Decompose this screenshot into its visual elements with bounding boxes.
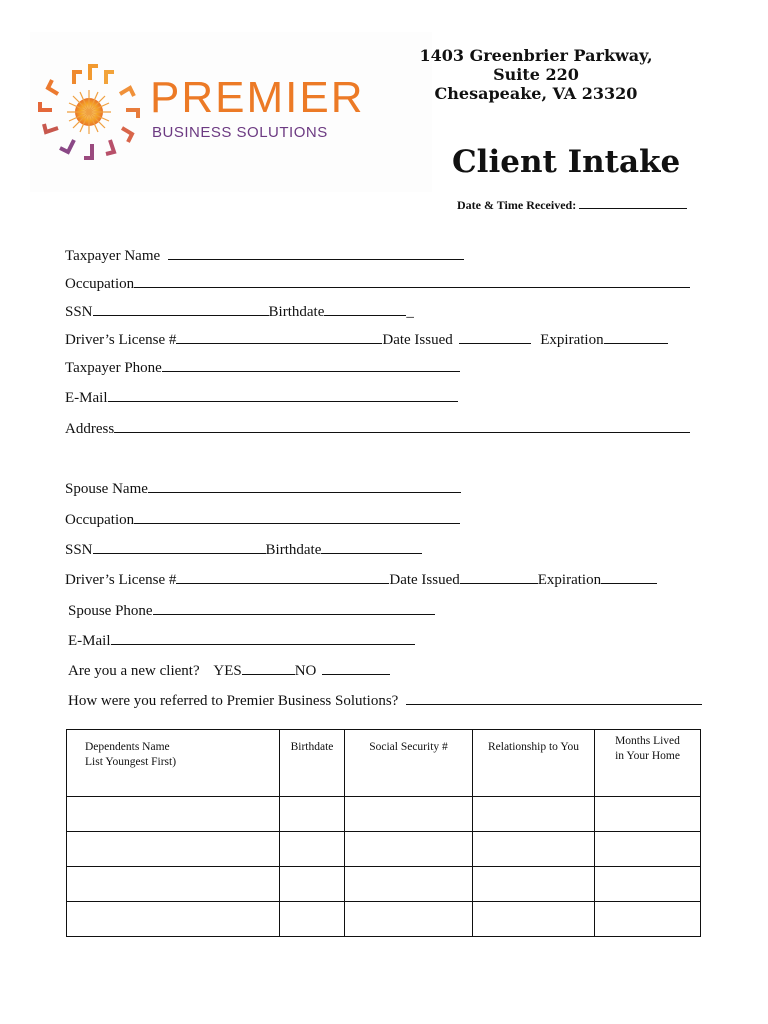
taxpayer-name-label: Taxpayer Name — [65, 248, 161, 264]
company-logo — [30, 32, 432, 192]
spouse-phone-field[interactable] — [153, 601, 435, 615]
taxpayer-phone-row — [65, 358, 460, 377]
dependents-name-header — [67, 730, 280, 797]
new-client-yes-field[interactable] — [242, 661, 295, 675]
dependent-relationship-cell[interactable] — [473, 832, 595, 867]
spouse-occupation-field[interactable] — [134, 510, 460, 524]
dependent-ssn-cell[interactable] — [345, 867, 473, 902]
dependents-months-header — [595, 730, 701, 797]
spouse-name-label: Spouse Name — [65, 481, 148, 497]
dependent-birthdate-cell[interactable] — [280, 797, 345, 832]
taxpayer-name-row — [65, 246, 464, 265]
dependents-name-header-line2: List Youngest First) — [85, 756, 177, 768]
dependent-name-cell[interactable] — [67, 867, 280, 902]
spouse-phone-label: Spouse Phone — [68, 603, 153, 619]
spouse-birthdate-label: Birthdate — [265, 542, 322, 558]
taxpayer-address-field[interactable] — [114, 419, 690, 433]
spouse-email-row — [68, 631, 415, 650]
spouse-birthdate-field[interactable] — [321, 540, 422, 554]
company-address — [406, 46, 666, 103]
table-row — [67, 867, 701, 902]
table-row — [67, 832, 701, 867]
spouse-name-row — [65, 479, 461, 498]
taxpayer-birthdate-field[interactable] — [324, 302, 406, 316]
dependent-relationship-cell[interactable] — [473, 797, 595, 832]
dependent-months-cell[interactable] — [595, 867, 701, 902]
taxpayer-ssn-row — [65, 302, 414, 321]
spouse-expiration-field[interactable] — [601, 570, 657, 584]
date-time-received-label: Date & Time Received: — [457, 198, 577, 212]
taxpayer-birthdate-label: Birthdate — [268, 304, 325, 320]
new-client-no-label: NO — [294, 663, 317, 679]
logo-wordmark: PREMIER — [150, 73, 365, 122]
spouse-date-issued-field[interactable] — [460, 570, 538, 584]
logo-tagline: BUSINESS SOLUTIONS — [152, 124, 328, 141]
taxpayer-name-field[interactable] — [168, 246, 464, 260]
spouse-date-issued-label: Date Issued — [389, 572, 460, 588]
spouse-ssn-label: SSN — [65, 542, 93, 558]
new-client-yes-label: YES — [213, 663, 242, 679]
dependent-birthdate-cell[interactable] — [280, 832, 345, 867]
dependent-name-cell[interactable] — [67, 832, 280, 867]
taxpayer-date-issued-field[interactable] — [459, 330, 531, 344]
dependents-months-header-line2: in Your Home — [615, 750, 680, 762]
taxpayer-occupation-field[interactable] — [134, 274, 690, 288]
dependents-relationship-header: Relationship to You — [473, 730, 595, 797]
taxpayer-email-label: E-Mail — [65, 390, 108, 406]
date-time-received — [457, 195, 687, 213]
taxpayer-email-row — [65, 388, 458, 407]
table-row — [67, 797, 701, 832]
dependents-birthdate-header: Birthdate — [280, 730, 345, 797]
spouse-email-label: E-Mail — [68, 633, 111, 649]
spouse-ssn-field[interactable] — [93, 540, 266, 554]
table-row — [67, 902, 701, 937]
spouse-expiration-label: Expiration — [537, 572, 602, 588]
new-client-no-field[interactable] — [322, 661, 390, 675]
spouse-license-row — [65, 570, 657, 589]
referral-question: How were you referred to Premier Business Solutions? — [68, 693, 399, 709]
spouse-occupation-row — [65, 510, 460, 529]
taxpayer-ssn-field[interactable] — [93, 302, 269, 316]
new-client-row — [68, 661, 390, 680]
referral-field[interactable] — [406, 691, 702, 705]
taxpayer-birthdate-suffix: _ — [406, 304, 414, 320]
sun-logo-icon — [30, 32, 150, 182]
taxpayer-ssn-label: SSN — [65, 304, 93, 320]
dependents-header-row — [67, 730, 701, 797]
taxpayer-occupation-row — [65, 274, 690, 293]
dependents-months-header-line1: Months Lived — [615, 735, 680, 747]
taxpayer-occupation-label: Occupation — [65, 276, 135, 292]
address-line-1: 1403 Greenbrier Parkway, — [419, 46, 653, 65]
dependents-ssn-header: Social Security # — [345, 730, 473, 797]
spouse-license-field[interactable] — [176, 570, 389, 584]
spouse-license-label: Driver’s License # — [65, 572, 177, 588]
page-title: Client Intake — [452, 144, 681, 180]
dependent-relationship-cell[interactable] — [473, 902, 595, 937]
taxpayer-date-issued-label: Date Issued — [382, 332, 453, 348]
dependents-name-header-line1: Dependents Name — [85, 741, 170, 753]
taxpayer-expiration-label: Expiration — [540, 332, 604, 348]
dependent-birthdate-cell[interactable] — [280, 867, 345, 902]
taxpayer-phone-label: Taxpayer Phone — [65, 360, 162, 376]
spouse-occupation-label: Occupation — [65, 512, 135, 528]
taxpayer-phone-field[interactable] — [162, 358, 460, 372]
referral-row — [68, 691, 702, 710]
dependent-name-cell[interactable] — [67, 902, 280, 937]
dependent-relationship-cell[interactable] — [473, 867, 595, 902]
taxpayer-address-label: Address — [65, 421, 115, 437]
dependent-months-cell[interactable] — [595, 797, 701, 832]
address-line-3: Chesapeake, VA 23320 — [434, 84, 638, 103]
dependent-ssn-cell[interactable] — [345, 797, 473, 832]
dependent-ssn-cell[interactable] — [345, 902, 473, 937]
taxpayer-license-row — [65, 330, 668, 349]
dependents-table — [66, 729, 701, 937]
taxpayer-license-label: Driver’s License # — [65, 332, 177, 348]
dependent-months-cell[interactable] — [595, 902, 701, 937]
taxpayer-license-field[interactable] — [176, 330, 382, 344]
dependent-months-cell[interactable] — [595, 832, 701, 867]
dependent-birthdate-cell[interactable] — [280, 902, 345, 937]
date-time-received-field[interactable] — [579, 195, 687, 209]
address-line-2: Suite 220 — [493, 65, 579, 84]
dependent-name-cell[interactable] — [67, 797, 280, 832]
spouse-email-field[interactable] — [111, 631, 415, 645]
new-client-question: Are you a new client? — [68, 663, 200, 679]
taxpayer-address-row — [65, 419, 690, 438]
taxpayer-expiration-field[interactable] — [604, 330, 668, 344]
spouse-name-field[interactable] — [148, 479, 461, 493]
dependent-ssn-cell[interactable] — [345, 832, 473, 867]
spouse-phone-row — [68, 601, 435, 620]
spouse-ssn-row — [65, 540, 422, 559]
taxpayer-email-field[interactable] — [108, 388, 458, 402]
